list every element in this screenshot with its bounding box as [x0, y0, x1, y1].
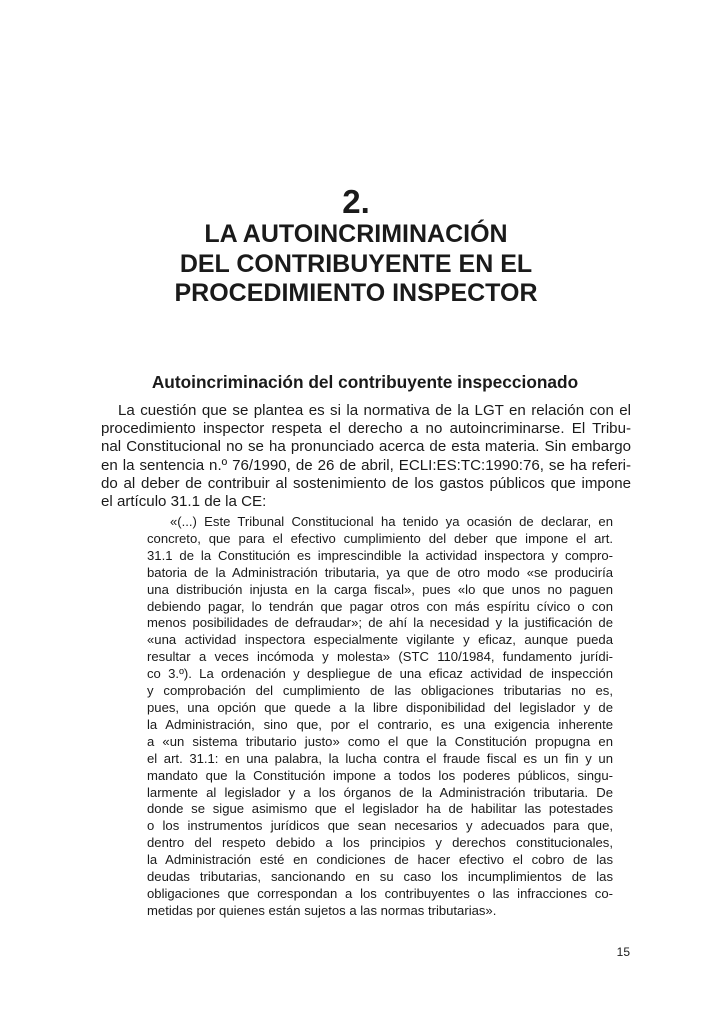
quote-line: larmente al legislador y a los órganos de la Administración tributaria. De [147, 784, 613, 800]
quote-line: a «un sistema tributario justo» como el que la Constitución propugna en [147, 733, 613, 749]
body-line: La cuestión que se plantea es si la normativa de la LGT en relación con el [118, 402, 631, 419]
body-line: en la sentencia n.º 76/1990, de 26 de abril, ECLI:ES:TC:1990:76, se ha referi- [101, 456, 631, 474]
quote-line: debiendo pagar, lo tendrán que pagar otros con más espíritu cívico o con [147, 598, 613, 614]
quote-line: «una actividad inspectora especialmente vigilante y eficaz, aunque pueda [147, 632, 613, 648]
quote-line: deudas tributarias, sancionando en su caso los incumplimientos de las [147, 869, 613, 885]
chapter-title [0, 220, 712, 309]
quote-line: donde se sigue asimismo que el legislador ha de habilitar las potestades [147, 801, 613, 817]
quote-line: pues, una opción que quede a la libre disponibilidad del legislador y de [147, 699, 613, 715]
page-number: 15 [616, 945, 630, 959]
quote-line: co 3.º). La ordenación y despliegue de una eficaz actividad de inspección [147, 666, 613, 682]
quote-line: resultar a veces incómoda y molesta» (STC 110/1984, fundamento jurídi- [147, 649, 613, 665]
chapter-title-line: DEL CONTRIBUYENTE EN EL [179, 249, 533, 278]
body-paragraph [101, 402, 631, 511]
body-line: procedimiento inspector respeta el derecho a no autoincriminarse. El Tribu- [101, 420, 631, 438]
quote-line: obligaciones que correspondan a los contribuyentes o las infracciones co- [147, 885, 613, 901]
chapter-title-line: LA AUTOINCRIMINACIÓN [204, 220, 508, 248]
quote-line: dentro del respeto debido a los principios y derechos constitucionales, [147, 835, 613, 851]
body-line: nal Constitucional no se ha pronunciado acerca de esta materia. Sin embargo [101, 438, 631, 456]
quote-line: mandato que la Constitución impone a todos los poderes públicos, singu- [147, 767, 613, 783]
quote-line: concreto, que para el efectivo cumplimiento del deber que impone el art. [147, 530, 613, 546]
body-line: do al deber de contribuir al sostenimiento de los gastos públicos que impone [101, 474, 631, 492]
quote-line: la Administración esté en condiciones de hacer efectivo el cobro de las [147, 852, 613, 868]
block-quote [147, 514, 613, 920]
quote-line: una distribución injusta en la carga fiscal», pues «lo que unos no paguen [147, 581, 613, 597]
quote-line: 31.1 de la Constitución es imprescindible la actividad inspectora y compro- [147, 547, 613, 563]
section-heading: Autoincriminación del contribuyente inspeccionado [151, 372, 579, 392]
quote-line: metidas por quienes están sujetos a las normas tributarias». [147, 902, 497, 918]
quote-line: la Administración, sino que, por el contrario, es una exigencia inherente [147, 716, 613, 732]
chapter-title-line: PROCEDIMIENTO INSPECTOR [174, 279, 538, 307]
quote-line: menos posibilidades de defraudar»; de ahí la necesidad y la justificación de [147, 615, 613, 631]
chapter-number: 2. [342, 183, 370, 220]
quote-line: o los instrumentos jurídicos que sean necesarios y adecuados para que, [147, 818, 613, 834]
quote-line: «(...) Este Tribunal Constitucional ha tenido ya ocasión de declarar, en [170, 514, 613, 529]
quote-line: y comprobación del cumplimiento de las obligaciones tributarias no es, [147, 683, 613, 699]
quote-line: batoria de la Administración tributaria, ya que de otro modo «se produciría [147, 564, 613, 580]
quote-line: el art. 31.1: en una palabra, la lucha contra el fraude fiscal es un fin y un [147, 750, 613, 766]
body-line: el artículo 31.1 de la CE: [101, 493, 267, 511]
